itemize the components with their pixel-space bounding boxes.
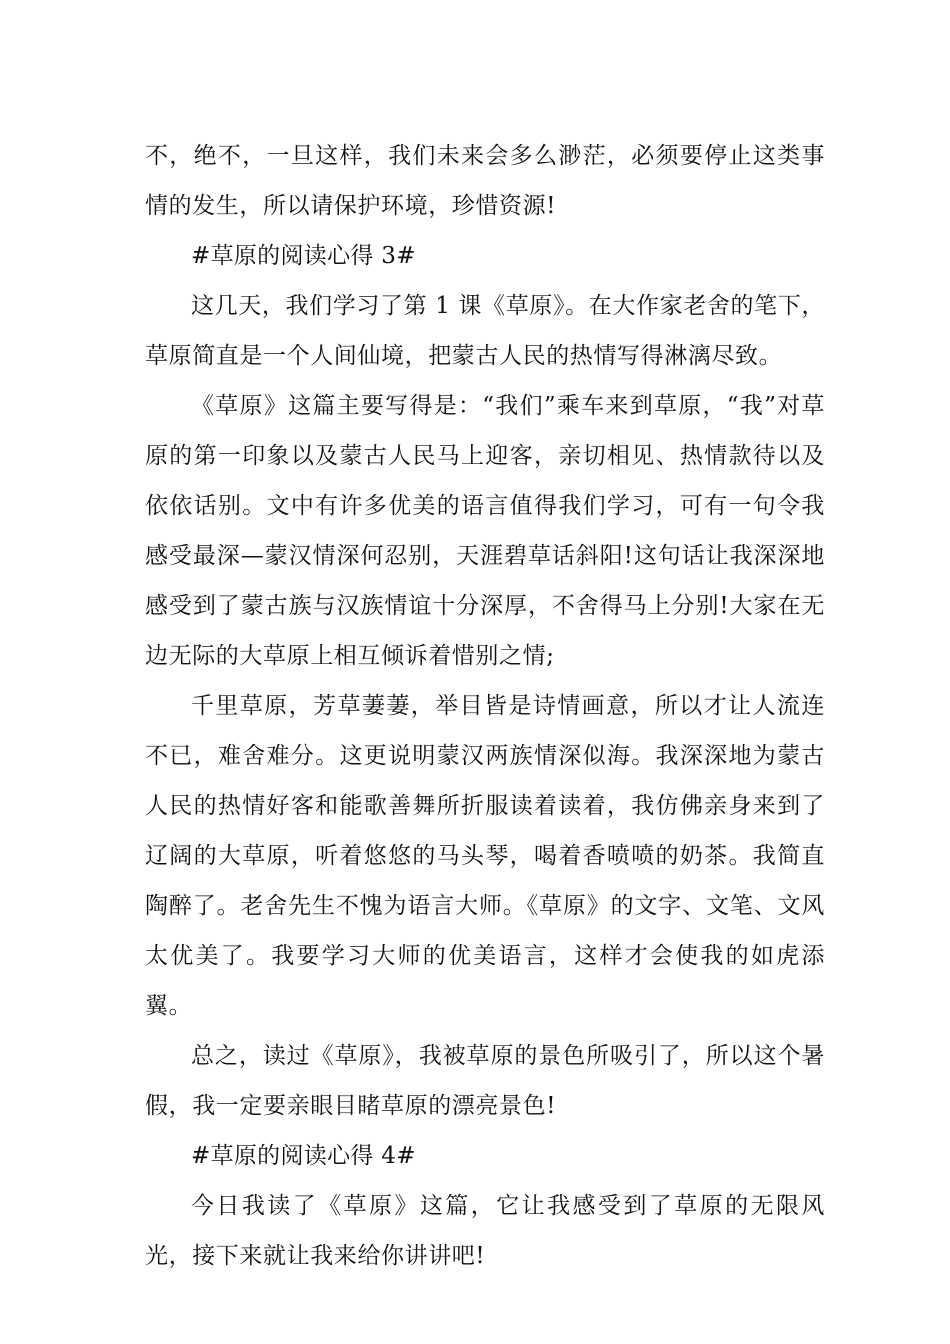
paragraph-5: 总之，读过《草原》，我被草原的景色所吸引了，所以这个暑假，我一定要亲眼目睹草原的漂亮景色! [145, 1043, 825, 1119]
paragraph-2: 这几天，我们学习了第 1 课《草原》。在大作家老舍的笔下，草原简直是一个人间仙境，把蒙古人民的热情写得淋漓尽致。 [145, 293, 825, 369]
paragraph-6: 今日我读了《草原》这篇，它让我感受到了草原的无限风光，接下来就让我来给你讲讲吧! [145, 1193, 825, 1269]
paragraph-4: 千里草原，芳草萋萋，举目皆是诗情画意，所以才让人流连不已，难舍难分。这更说明蒙汉两族情深似海。我深深地为蒙古人民的热情好客和能歌善舞所折服读着读着，我仿佛亲身来到了辽阔的大草原，听着悠悠的马头琴，喝着香喷喷的奶茶。我简直陶醉了。老舍先生不愧为语言大师。《草原》的文字、文笔、文风太优美了。我要学习大师的优美语言，这样才会使我的如虎添翼。 [145, 693, 825, 1019]
document-page [145, 131, 825, 1281]
section-heading-4: #草原的阅读心得 4# [191, 1143, 416, 1169]
section-heading-3: #草原的阅读心得 3# [191, 243, 416, 269]
paragraph-1: 不，绝不，一旦这样，我们未来会多么渺茫，必须要停止这类事情的发生，所以请保护环境，珍惜资源! [145, 143, 825, 219]
paragraph-3: 《草原》这篇主要写得是：“我们”乘车来到草原，“我”对草原的第一印象以及蒙古人民马上迎客，亲切相见、热情款待以及依依话别。文中有许多优美的语言值得我们学习，可有一句令我感受最深—蒙汉情深何忍别，天涯碧草话斜阳!这句话让我深深地感受到了蒙古族与汉族情谊十分深厚，不舍得马上分别!大家在无边无际的大草原上相互倾诉着惜别之情; [145, 393, 825, 669]
